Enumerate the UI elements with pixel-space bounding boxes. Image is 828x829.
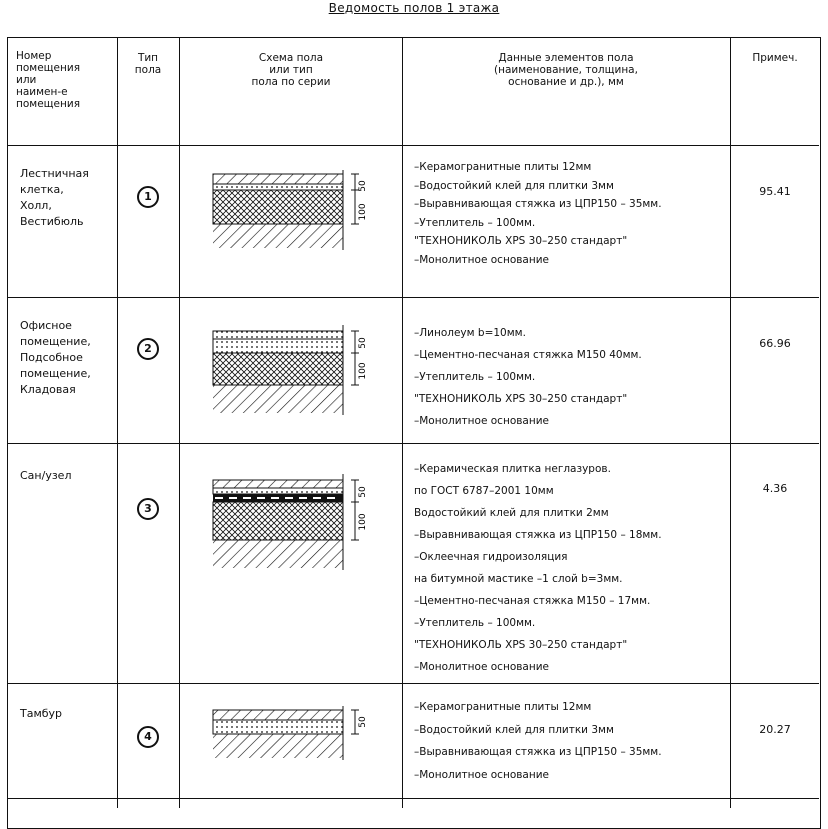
header-type: Тип пола	[134, 52, 162, 76]
dim-label: 100	[358, 362, 368, 380]
row-divider	[7, 798, 819, 799]
row-divider	[7, 145, 819, 146]
note-value: 66.96	[759, 337, 791, 350]
col-divider	[117, 37, 118, 808]
floor-layers: –Керамогранитные плиты 12мм –Водостойкий клей для плитки 3мм –Выравнивающая стяжка из ЦПР150 – 35мм. –Монолитное основание	[414, 701, 662, 781]
floor-section-scheme	[205, 460, 380, 570]
dim-label: 50	[358, 716, 368, 728]
floor-type-marker: 1	[137, 186, 159, 208]
note-value: 4.36	[762, 482, 788, 495]
row-divider	[7, 443, 819, 444]
room-name: Лестничная клетка, Холл, Вестибюль	[20, 167, 89, 228]
header-room: Номер помещения или наимен-е помещения	[16, 50, 81, 110]
dim-label: 100	[358, 513, 368, 531]
room-name: Тамбур	[20, 707, 63, 720]
dim-label: 50	[358, 486, 368, 498]
room-name: Офисное помещение, Подсобное помещение, Кладовая	[20, 319, 91, 396]
col-divider	[179, 37, 180, 808]
note-value: 20.27	[759, 723, 791, 736]
dim-label: 100	[358, 203, 368, 221]
page-title: Ведомость полов 1 этажа	[328, 1, 500, 15]
dim-label: 50	[358, 337, 368, 349]
floor-layers: –Линолеум b=10мм. –Цементно-песчаная стяжка М150 40мм. –Утеплитель – 100мм. "ТЕХНОНИКОЛЬ XPS 30–250 стандарт" –Монолитное основание	[414, 327, 642, 427]
header-scheme: Схема пола или тип пола по серии	[251, 52, 331, 88]
floor-section-scheme	[205, 700, 380, 760]
floor-layers: –Керамическая плитка неглазуров. по ГОСТ 6787–2001 10мм Водостойкий клей для плитки 2мм –Выравнивающая стяжка из ЦПР150 – 18мм. –Оклеечная гидроизоляция на битумной мастике –1 слой b=3мм. –Цементно-песчаная стяжка М150 – 17мм. –Утеплитель – 100мм. "ТЕХНОНИКОЛЬ XPS 30–250 стандарт" –Монолитное основание	[414, 463, 662, 673]
floor-type-marker: 4	[137, 726, 159, 748]
header-data: Данные элементов пола (наименование, толщина, основание и др.), мм	[494, 52, 638, 88]
floor-section-scheme	[205, 315, 380, 415]
note-value: 95.41	[759, 185, 791, 198]
col-divider	[402, 37, 403, 808]
floor-type-marker: 3	[137, 498, 159, 520]
col-divider	[730, 37, 731, 808]
floor-type-marker: 2	[137, 338, 159, 360]
row-divider	[7, 297, 819, 298]
floor-layers: –Керамогранитные плиты 12мм –Водостойкий клей для плитки 3мм –Выравнивающая стяжка из ЦПР150 – 35мм. –Утеплитель – 100мм. "ТЕХНОНИКОЛЬ XPS 30–250 стандарт" –Монолитное основание	[414, 161, 662, 266]
dim-label: 50	[358, 180, 368, 192]
row-divider	[7, 683, 819, 684]
header-note: Примеч.	[752, 52, 798, 64]
floor-section-scheme	[205, 160, 380, 250]
room-name: Сан/узел	[20, 469, 72, 482]
